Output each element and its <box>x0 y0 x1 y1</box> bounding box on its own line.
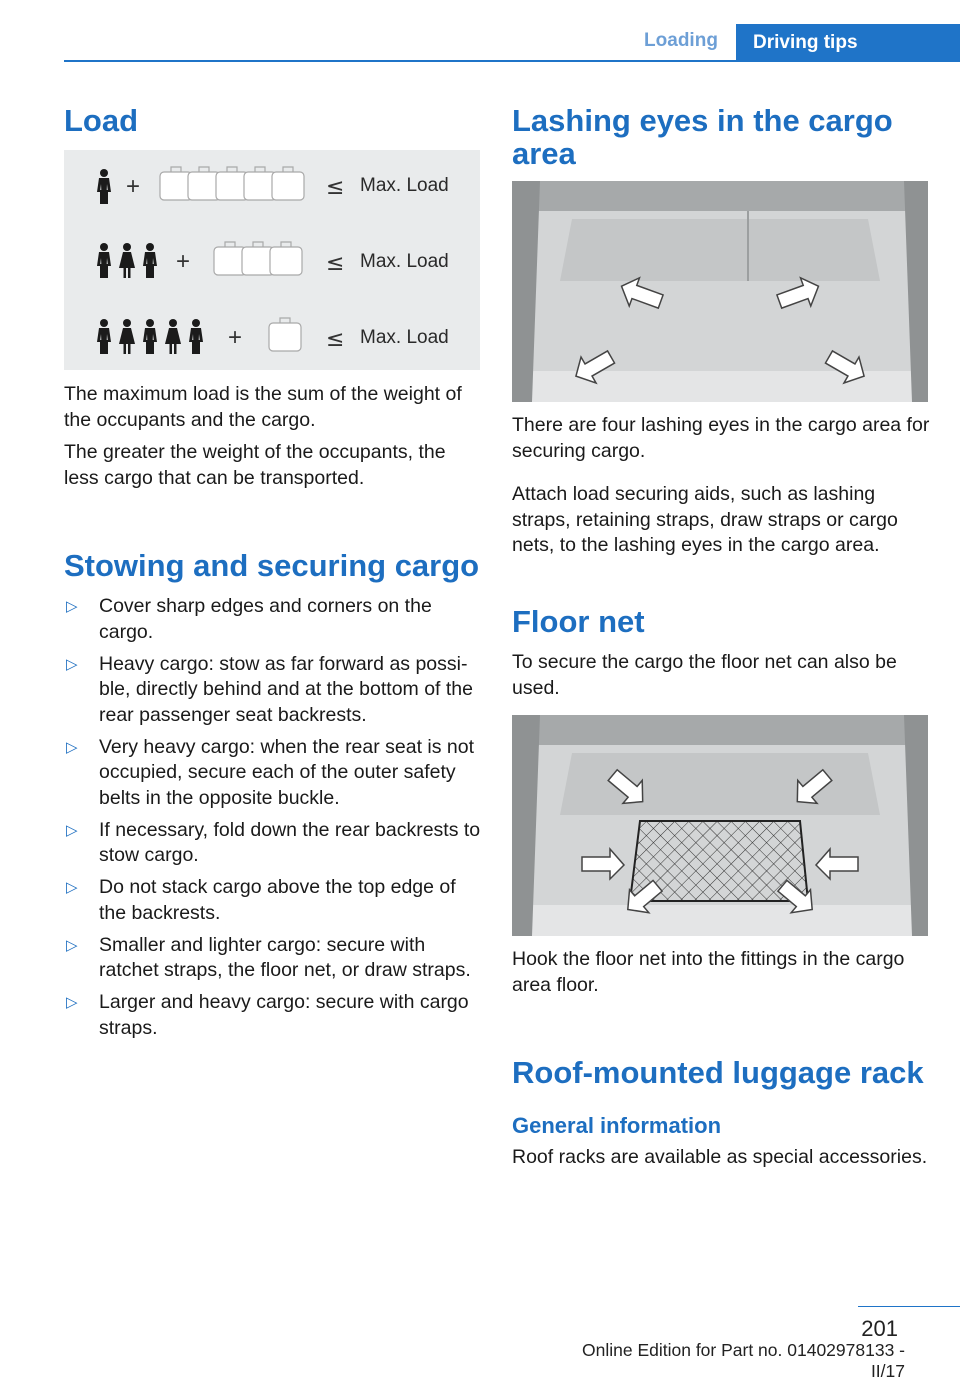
list-item: ▷ Very heavy cargo: when the rear seat is not occupied, secure each of the outer safety belts in the opposite buckle. <box>66 735 475 809</box>
plus-sign: + <box>126 173 141 200</box>
bullet-triangle-icon: ▷ <box>66 738 78 756</box>
person-icon <box>97 169 111 204</box>
woman-icon <box>165 319 181 354</box>
list-item: ▷ Larger and heavy cargo: secure with cargo straps. <box>66 991 469 1039</box>
floor-net-illustration <box>512 715 928 936</box>
lashing-paragraph-2: Attach load securing aids, such as lashing straps, retaining straps, draw straps or cargo nets, to the lashing eyes in the cargo area. <box>512 483 898 556</box>
bullet-triangle-icon: ▷ <box>66 821 78 839</box>
cargo-area-illustration <box>512 181 928 402</box>
list-item: ▷ Smaller and lighter cargo: secure with ratchet straps, the floor net, or draw straps. <box>66 933 471 981</box>
footer-edition: Online Edition for Part no. 01402978133 - II/17 <box>582 1340 905 1381</box>
load-heading: Load <box>64 103 139 138</box>
case-icon <box>214 242 246 275</box>
leq-sign: ≤ <box>326 251 345 276</box>
page-number: 201 <box>861 1316 898 1341</box>
list-item: ▷ Do not stack cargo above the top edge of the backrests. <box>66 876 456 924</box>
max-load-label: Max. Load <box>360 175 449 196</box>
header-tab-driving-tips[interactable]: Driving tips <box>736 24 960 61</box>
max-load-figure <box>64 150 480 370</box>
stowing-heading: Stowing and securing cargo <box>64 548 480 583</box>
footer-rule <box>858 1306 960 1307</box>
case-icon <box>270 242 302 275</box>
person-icon <box>97 319 111 354</box>
case-icon <box>188 167 220 200</box>
bullet-triangle-icon: ▷ <box>66 598 78 615</box>
case-icon <box>269 318 301 351</box>
max-load-label: Max. Load <box>360 327 449 348</box>
load-paragraph-1: The maximum load is the sum of the weight of the occupants and the cargo. <box>64 383 462 431</box>
header-rule <box>64 60 960 62</box>
floor-net-paragraph-1: To secure the cargo the floor net can also be used. <box>512 651 897 699</box>
row-1 <box>97 167 449 204</box>
woman-icon <box>119 243 135 278</box>
list-item: ▷ If necessary, fold down the rear backrests to stow cargo. <box>66 818 481 866</box>
person-icon <box>143 243 157 278</box>
list-item: ▷ Heavy cargo: stow as far forward as possi‐ble, directly behind and at the bottom of the rear passenger seat backrests. <box>66 652 473 726</box>
bullet-triangle-icon: ▷ <box>66 994 78 1011</box>
person-icon <box>189 319 203 354</box>
stowing-list <box>64 594 484 1048</box>
lashing-heading: Lashing eyes in the cargo area <box>512 103 893 171</box>
case-icon <box>272 167 304 200</box>
header-tab-loading[interactable]: Loading <box>644 30 718 51</box>
row-2 <box>97 242 449 278</box>
max-load-illustration <box>64 150 480 370</box>
bullet-triangle-icon: ▷ <box>66 936 78 954</box>
case-icon <box>160 167 192 200</box>
max-load-label: Max. Load <box>360 251 449 272</box>
load-paragraph-2: The greater the weight of the occupants, the less cargo that can be transported. <box>64 441 446 489</box>
leq-sign: ≤ <box>326 327 345 352</box>
case-icon <box>242 242 274 275</box>
case-icon <box>216 167 248 200</box>
case-icon <box>244 167 276 200</box>
floor-net-photo <box>512 715 928 936</box>
roof-rack-paragraph-1: Roof racks are available as special accessories. <box>512 1146 928 1168</box>
lashing-eyes-photo <box>512 181 928 402</box>
row-3 <box>97 318 449 354</box>
person-icon <box>143 319 157 354</box>
bullet-triangle-icon: ▷ <box>66 655 78 673</box>
floor-net-paragraph-2: Hook the floor net into the fittings in the cargo area floor. <box>512 948 905 996</box>
general-information-subheading: General information <box>512 1113 722 1138</box>
plus-sign: + <box>228 324 243 351</box>
bullet-triangle-icon: ▷ <box>66 879 78 896</box>
lashing-paragraph-1: There are four lashing eyes in the cargo area for securing cargo. <box>512 414 930 462</box>
plus-sign: + <box>176 248 191 275</box>
woman-icon <box>119 319 135 354</box>
leq-sign: ≤ <box>326 175 345 200</box>
roof-rack-heading: Roof-mounted luggage rack <box>512 1055 924 1090</box>
list-item: ▷ Cover sharp edges and corners on the cargo. <box>66 595 432 643</box>
floor-net-heading: Floor net <box>512 604 645 639</box>
person-icon <box>97 243 111 278</box>
